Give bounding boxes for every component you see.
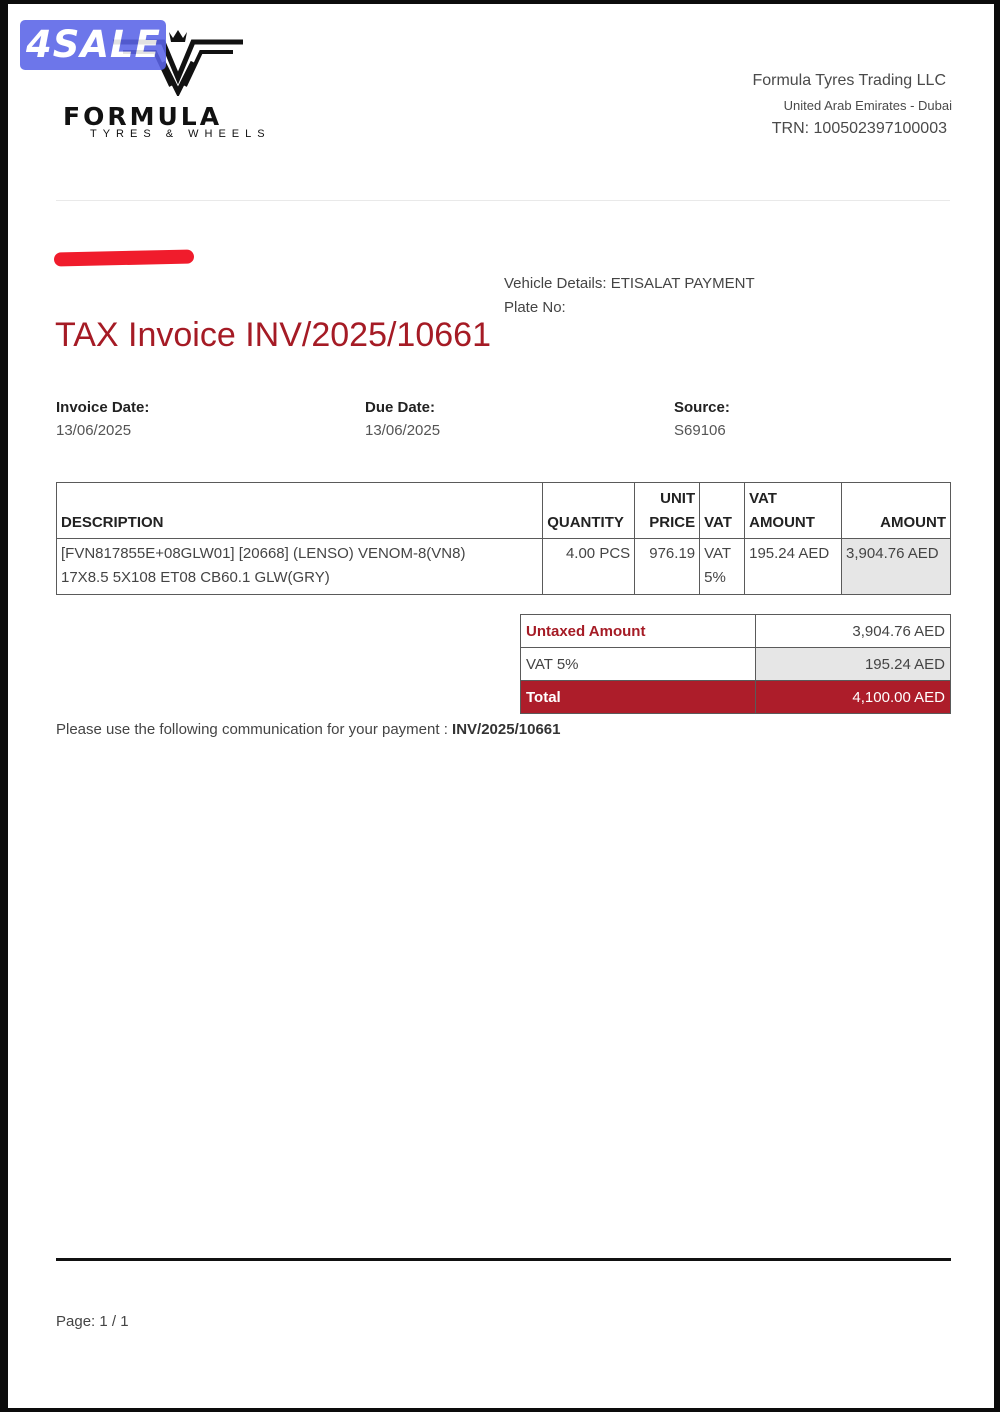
col-amount: AMOUNT — [842, 483, 951, 539]
footer-divider — [56, 1258, 951, 1261]
invoice-title: TAX Invoice INV/2025/10661 — [55, 316, 491, 354]
vat-row — [521, 648, 951, 681]
header-divider — [56, 200, 950, 201]
source-value: S69106 — [674, 422, 726, 439]
company-trn: TRN: 100502397100003 — [771, 120, 947, 137]
total-row — [521, 681, 951, 714]
invoice-date-label: Invoice Date: — [56, 399, 150, 416]
vat-amount: 195.24 AED — [756, 648, 951, 681]
invoice-lines-table — [56, 482, 951, 595]
payment-communication — [56, 721, 560, 738]
table-row — [57, 539, 951, 595]
logo-tagline: TYRES & WHEELS — [90, 128, 271, 140]
redaction-mark — [54, 250, 194, 267]
company-address: United Arab Emirates - Dubai — [783, 98, 952, 113]
vat-label: VAT 5% — [521, 648, 756, 681]
line-vat-amount: 195.24 AED — [745, 539, 842, 595]
plate-number: Plate No: — [504, 299, 566, 316]
line-quantity: 4.00 PCS — [543, 539, 635, 595]
page-number: Page: 1 / 1 — [56, 1313, 129, 1330]
payment-text: Please use the following communication for your payment : — [56, 721, 453, 738]
company-name: Formula Tyres Trading LLC — [752, 72, 946, 89]
untaxed-amount: 3,904.76 AED — [756, 615, 951, 648]
line-vat: VAT 5% — [700, 539, 745, 595]
payment-reference: INV/2025/10661 — [452, 721, 561, 738]
vehicle-details: Vehicle Details: ETISALAT PAYMENT — [504, 275, 755, 292]
line-unit-price: 976.19 — [635, 539, 700, 595]
untaxed-label: Untaxed Amount — [521, 615, 756, 648]
line-description: [FVN817855E+08GLW01] [20668] (LENSO) VENOM-8(VN8) 17X8.5 5X108 ET08 CB60.1 GLW(GRY) — [57, 539, 543, 595]
total-amount: 4,100.00 AED — [756, 681, 951, 714]
untaxed-row — [521, 615, 951, 648]
col-quantity: QUANTITY — [543, 483, 635, 539]
logo-wordmark: FORMULA — [63, 102, 223, 131]
col-description: DESCRIPTION — [57, 483, 543, 539]
col-vat: VAT — [700, 483, 745, 539]
watermark-badge: 4SALE — [20, 20, 166, 70]
invoice-page — [8, 4, 994, 1408]
totals-table — [520, 614, 951, 714]
total-label: Total — [521, 681, 756, 714]
due-date: 13/06/2025 — [365, 422, 441, 439]
col-unit-price: UNIT PRICE — [635, 483, 700, 539]
line-amount: 3,904.76 AED — [842, 539, 951, 595]
due-date-label: Due Date: — [365, 399, 436, 416]
table-header-row — [57, 483, 951, 539]
invoice-date: 13/06/2025 — [56, 422, 132, 439]
col-vat-amount: VAT AMOUNT — [745, 483, 842, 539]
source-label: Source: — [674, 399, 730, 416]
